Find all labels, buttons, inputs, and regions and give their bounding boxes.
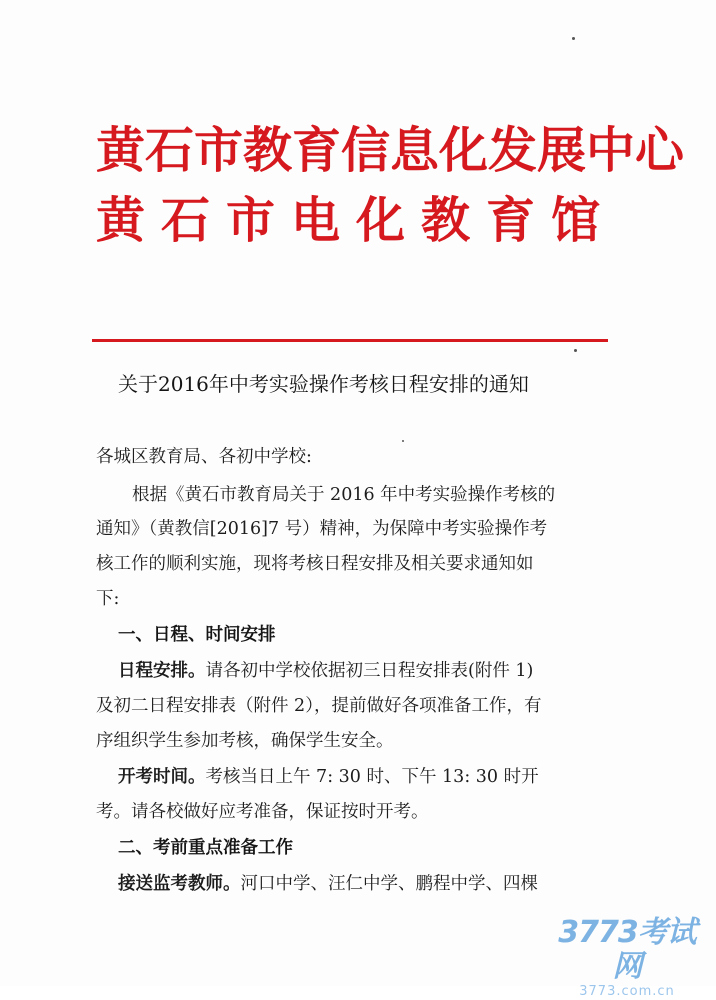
- letterhead-line-2: 黄石市电化教育馆: [96, 191, 617, 249]
- salutation: 各城区教育局、各初中学校:: [96, 447, 312, 467]
- scan-speck: [572, 37, 575, 40]
- transport-line-1: [118, 867, 638, 901]
- intro-line-1: 根据《黄石市教育局关于 2016 年中考实验操作考核的: [132, 485, 556, 505]
- intro-line-3: 核工作的顺利实施，现将考核日程安排及相关要求通知如: [96, 554, 534, 574]
- schedule-line-2: 及初二日程安排表（附件 2），提前做好各项准备工作，有: [96, 696, 542, 716]
- intro-line-2: 通知》（黄教信[2016]7 号）精神，为保障中考实验操作考: [96, 519, 548, 539]
- schedule-line-3: 序组织学生参加考核，确保学生安全。: [96, 731, 394, 751]
- document-title: 关于2016年中考实验操作考核日程安排的通知: [118, 372, 529, 396]
- start-time-lead: 开考时间。: [118, 767, 206, 787]
- start-time-text-1: 考核当日上午 7: 30 时、下午 13: 30 时开: [205, 767, 539, 787]
- site-watermark: [552, 915, 702, 999]
- watermark-logo: 3773考试网: [558, 915, 696, 984]
- transport-text-1: 河口中学、汪仁中学、鹏程中学、四棵: [240, 874, 538, 894]
- letterhead-line-1: 黄石市教育信息化发展中心: [96, 121, 685, 179]
- schedule-lead: 日程安排。: [118, 661, 206, 681]
- scan-speck: [402, 440, 404, 442]
- section-2-heading: 二、考前重点准备工作: [118, 838, 293, 858]
- start-time-line-1: [118, 760, 638, 794]
- schedule-text-1: 请各初中学校依据初三日程安排表(附件 1): [205, 661, 534, 681]
- watermark-url: 3773.com.cn: [579, 984, 675, 999]
- intro-line-4: 下:: [96, 589, 120, 609]
- scan-speck: [574, 349, 577, 352]
- section-1-heading: 一、日程、时间安排: [118, 625, 276, 645]
- start-time-line-2: 考。请各校做好应考准备，保证按时开考。: [96, 802, 429, 822]
- schedule-line-1: [118, 654, 638, 688]
- transport-lead: 接送监考教师。: [118, 874, 241, 894]
- letterhead-red-rule: [92, 339, 608, 342]
